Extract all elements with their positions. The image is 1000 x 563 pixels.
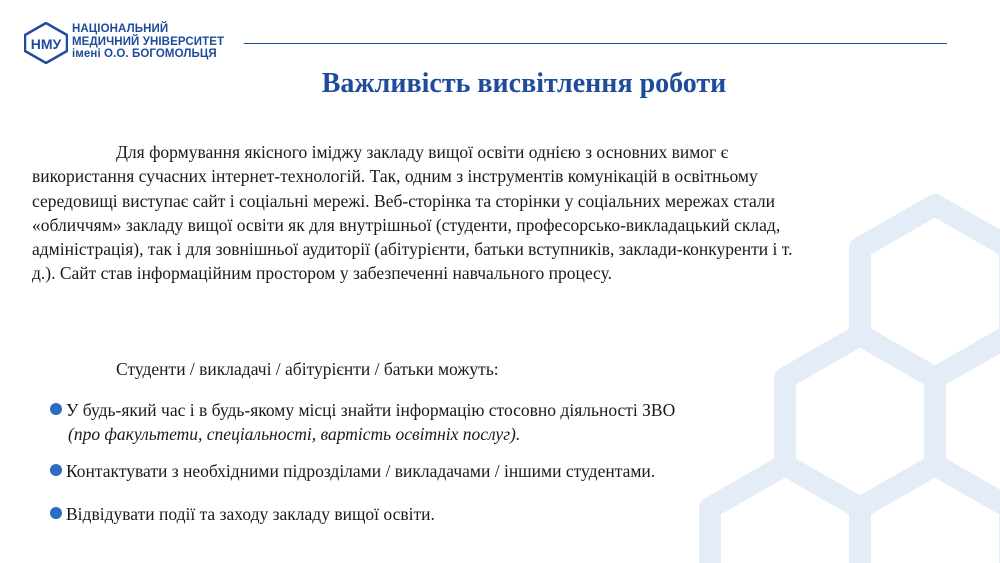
- paragraph-line: д.). Сайт став інформаційним простором у забезпеченні навчального процесу.: [32, 263, 612, 284]
- bullet-item: [50, 459, 655, 483]
- university-name-line-2: МЕДИЧНИЙ УНІВЕРСИТЕТ: [72, 35, 225, 48]
- bullet-subtext: (про факультети, спеціальності, вартість освітніх послуг).: [68, 424, 521, 444]
- university-name-line-3: імені О.О. БОГОМОЛЬЦЯ: [72, 48, 217, 60]
- paragraph-line: використання сучасних інтернет-технологій. Так, одним з інструментів комунікацій в освітньому: [32, 166, 758, 187]
- bullet-text: Контактувати з необхідними підрозділами / викладачами / іншими студентами.: [66, 461, 656, 481]
- audience-subheading: Студенти / викладачі / абітурієнти / батьки можуть:: [116, 359, 499, 379]
- bullet-item: [50, 502, 435, 526]
- logo-text: НМУ: [30, 36, 62, 52]
- university-logo: [24, 22, 68, 64]
- header-divider: [244, 43, 947, 44]
- paragraph-line: середовищі виступає сайт і соціальні мережі. Веб-сторінка та сторінки у соціальних мережах стали: [32, 190, 775, 211]
- bullet-item: [50, 398, 675, 446]
- university-name-line-1: НАЦІОНАЛЬНИЙ: [72, 23, 169, 35]
- paragraph-line: Для формування якісного іміджу закладу вищої освіти однією з основних вимог є: [116, 142, 729, 162]
- main-paragraph: [32, 140, 952, 286]
- paragraph-line: адміністрація), так і для зовнішньої аудиторії (абітурієнти, батьки вступників, заклади-конкуренти і т.: [32, 239, 793, 260]
- bullet-text: Відвідувати події та заходу закладу вищої освіти.: [66, 504, 435, 524]
- paragraph-line: «обличчям» закладу вищої освіти як для внутрішньої (студенти, професорсько-викладацький склад,: [32, 214, 781, 235]
- slide-title: Важливість висвітлення роботи: [321, 68, 727, 99]
- bullet-dot-icon: [50, 464, 62, 476]
- bullet-dot-icon: [50, 403, 62, 415]
- bullet-dot-icon: [50, 507, 62, 519]
- university-name: [72, 23, 224, 61]
- bullet-text: У будь-який час і в будь-якому місці знайти інформацію стосовно діяльності ЗВО: [66, 400, 676, 420]
